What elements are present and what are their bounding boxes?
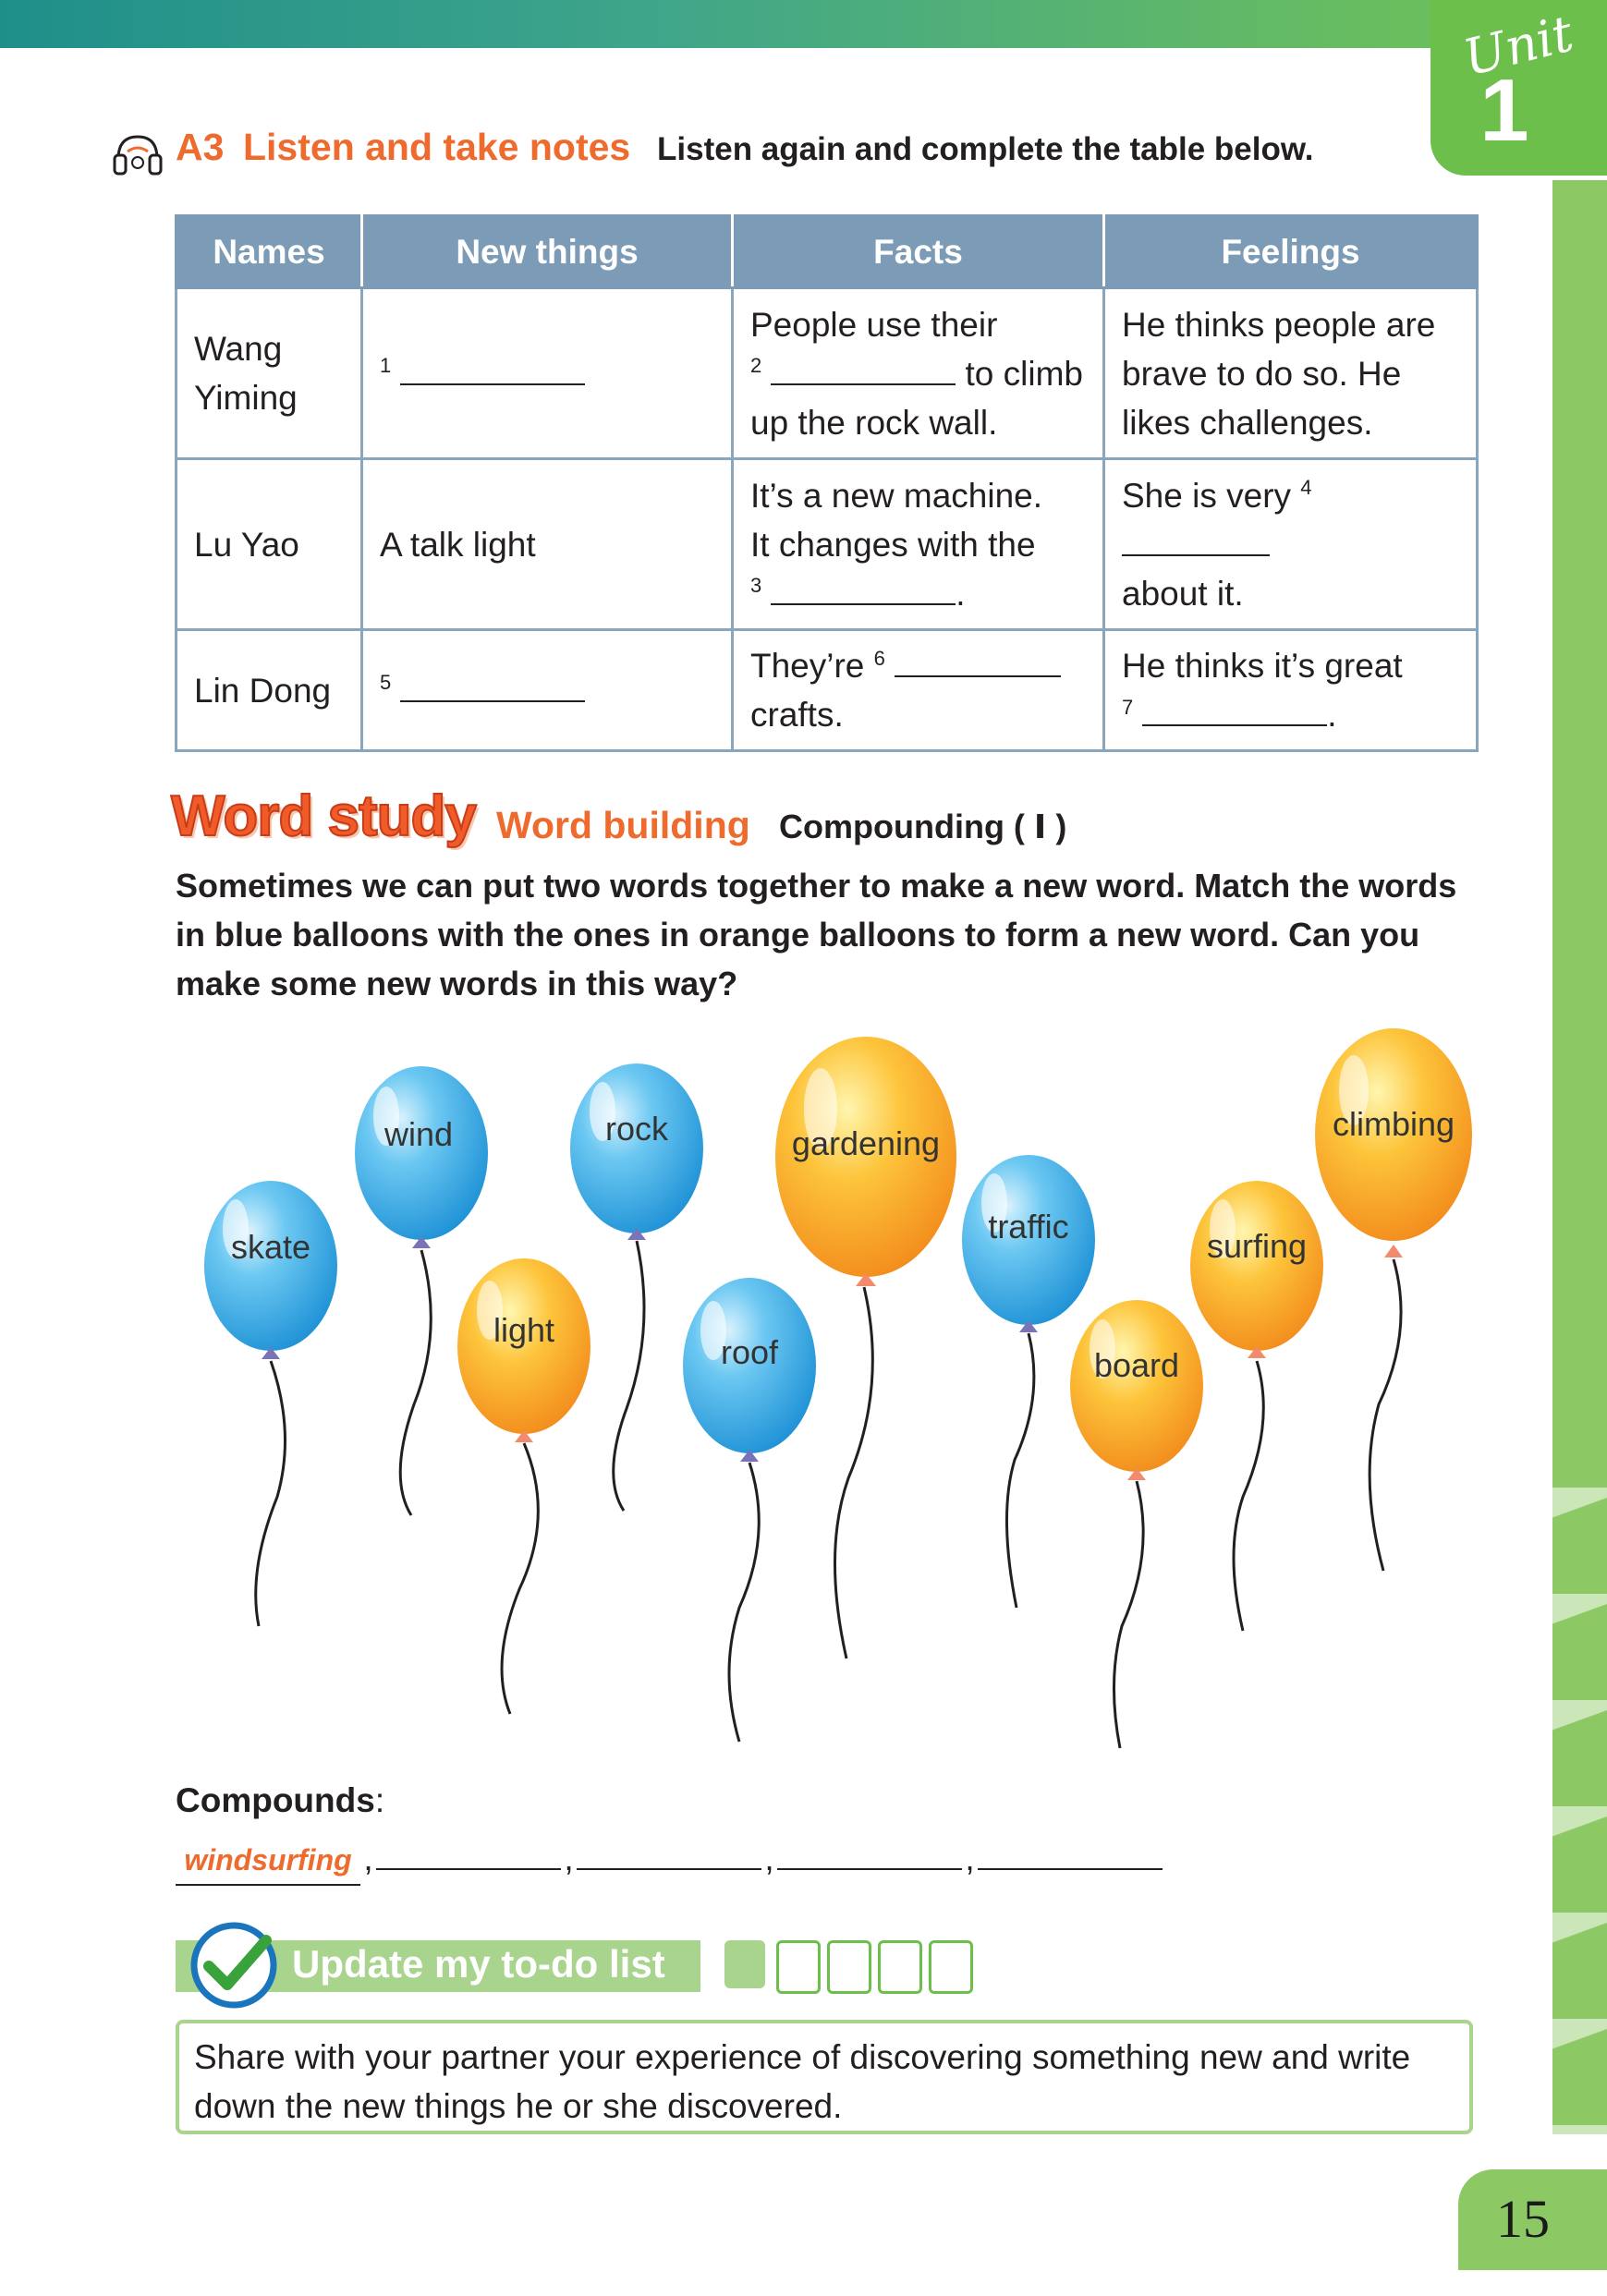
section-code: A3 [176,126,225,168]
cell-name [177,288,362,459]
answer-blank-5[interactable] [400,667,585,702]
cell-facts [733,630,1104,751]
feelings-line: He thinks it’s great [1122,647,1403,685]
compounding-topic: Compounding ( Ⅰ ) [779,808,1067,845]
balloon-string [400,1250,431,1515]
feelings-line: brave to do so. He [1122,354,1402,393]
checkmark-icon [189,1920,279,2011]
headphones-icon [109,131,166,179]
balloon-traffic [962,1155,1095,1332]
balloon-string [1006,1333,1033,1608]
cell-new-thing: A talk light [362,459,733,630]
balloon-label: surfing [1206,1227,1308,1265]
todo-checkbox[interactable] [827,1940,871,1994]
blank-number: 1 [380,354,392,378]
balloon-string [834,1287,872,1658]
cell-name: Lu Yao [177,459,362,630]
facts-text: They’re [750,647,865,685]
table-row [177,459,1478,630]
table-row [177,288,1478,459]
feelings-line: likes challenges. [1122,403,1373,442]
cell-new-thing [362,630,733,751]
answer-blank-7[interactable] [1142,691,1327,726]
answer-blank-2[interactable] [771,350,956,385]
page-number: 15 [1496,2189,1550,2249]
comma: , [965,1840,975,1877]
cell-feelings [1104,630,1478,751]
header-feelings: Feelings [1104,216,1478,288]
compound-example: windsurfing [176,1843,360,1886]
word-study-title: Word study [171,784,476,848]
todo-checkbox[interactable] [776,1940,821,1994]
balloon-string [729,1463,759,1742]
answer-blank-6[interactable] [895,642,1061,677]
answer-blank-3[interactable] [771,570,956,605]
compounds-label-text: Compounds [176,1781,375,1819]
balloon-roof [683,1278,816,1462]
facts-line: People use their [750,305,998,344]
header-new-things: New things [362,216,733,288]
balloon-label: roof [720,1333,779,1371]
compound-blank[interactable] [577,1828,761,1870]
feelings-text: She is very [1122,476,1292,515]
comma: , [363,1840,373,1877]
sidebar-stripe [1552,1806,1607,1871]
cell-feelings [1104,288,1478,459]
compound-blank[interactable] [376,1828,561,1870]
compounds-colon: : [374,1781,385,1819]
table-row [177,630,1478,751]
facts-line: crafts. [750,696,844,734]
balloon-string [502,1443,538,1714]
balloon-wind [355,1066,488,1248]
balloon-skate [204,1181,337,1359]
balloon-string [1114,1481,1143,1748]
facts-line: It changes with the [750,525,1036,564]
comma: , [764,1840,774,1877]
answer-blank-1[interactable] [400,350,585,385]
blank-number: 5 [380,671,392,695]
name-line: Wang [194,330,283,368]
cell-new-thing [362,288,733,459]
todo-title: Update my to-do list [292,1942,665,1986]
cell-feelings [1104,459,1478,630]
balloon-label: board [1093,1346,1180,1384]
balloon-label: light [493,1311,555,1349]
balloon-string [614,1241,644,1511]
balloon-label: climbing [1332,1105,1455,1143]
blank-number: 4 [1300,476,1312,500]
balloon-rock [570,1063,703,1240]
todo-checkbox[interactable] [878,1940,922,1994]
comma: , [564,1840,574,1877]
balloon-string [256,1361,286,1626]
page-number-tab [1458,2169,1607,2270]
name-line: Yiming [194,379,298,417]
section-instruction: Listen again and complete the table below. [657,131,1314,167]
header-names: Names [177,216,362,288]
balloon-string [1370,1259,1401,1571]
facts-line: It’s a new machine. [750,476,1043,515]
cell-facts [733,288,1104,459]
todo-checkbox[interactable] [929,1940,973,1994]
section-title: Listen and take notes [243,126,631,168]
unit-number: 1 [1479,61,1529,160]
todo-task-box: Share with your partner your experience of discovering something new and write down the new things he or she discovered. [176,2020,1473,2134]
balloons-illustration [0,998,1607,1774]
balloon-label: skate [230,1228,311,1266]
facts-line: up the rock wall. [750,403,998,442]
word-building-subtitle: Word building [496,804,750,846]
balloon-gardening [775,1037,956,1286]
word-study-instructions: Sometimes we can put two words together to make a new word. Match the words in blue balloons with the ones in orange balloons to form a new word. Can you make some new words in this way? [176,867,1457,1002]
cell-name: Lin Dong [177,630,362,751]
punctuation: . [1327,696,1337,734]
punctuation: . [956,574,966,613]
blank-number: 6 [873,646,885,670]
balloon-label: gardening [791,1124,941,1162]
header-facts: Facts [733,216,1104,288]
balloon-label: rock [604,1110,669,1148]
facts-text: to climb [965,354,1084,393]
table-header-row [177,216,1478,288]
balloon-climbing [1315,1028,1472,1257]
unit-label: Unit [1457,4,1579,88]
balloon-light [457,1258,590,1442]
sidebar-stripe [1552,1913,1607,1977]
balloon-board [1070,1300,1203,1480]
progress-box-filled [724,1940,765,1988]
balloon-label: wind [383,1115,454,1153]
compounds-answer-line [176,1828,1163,1877]
cell-facts [733,459,1104,630]
sidebar-stripe [1552,2019,1607,2083]
blank-number: 2 [750,354,762,378]
feelings-line: about it. [1122,574,1244,613]
blank-number: 7 [1122,695,1134,719]
unit-tab [1430,0,1607,176]
top-header-bar [0,0,1442,48]
compound-blank[interactable] [978,1828,1163,1870]
compounds-label [176,1781,384,1820]
answer-blank-4[interactable] [1122,521,1270,556]
blank-number: 3 [750,574,762,598]
balloon-surfing [1190,1181,1323,1358]
feelings-line: He thinks people are [1122,305,1436,344]
notes-table [175,214,1479,752]
balloon-label: traffic [988,1208,1069,1245]
balloon-string [1234,1361,1263,1631]
compound-blank[interactable] [777,1828,962,1870]
